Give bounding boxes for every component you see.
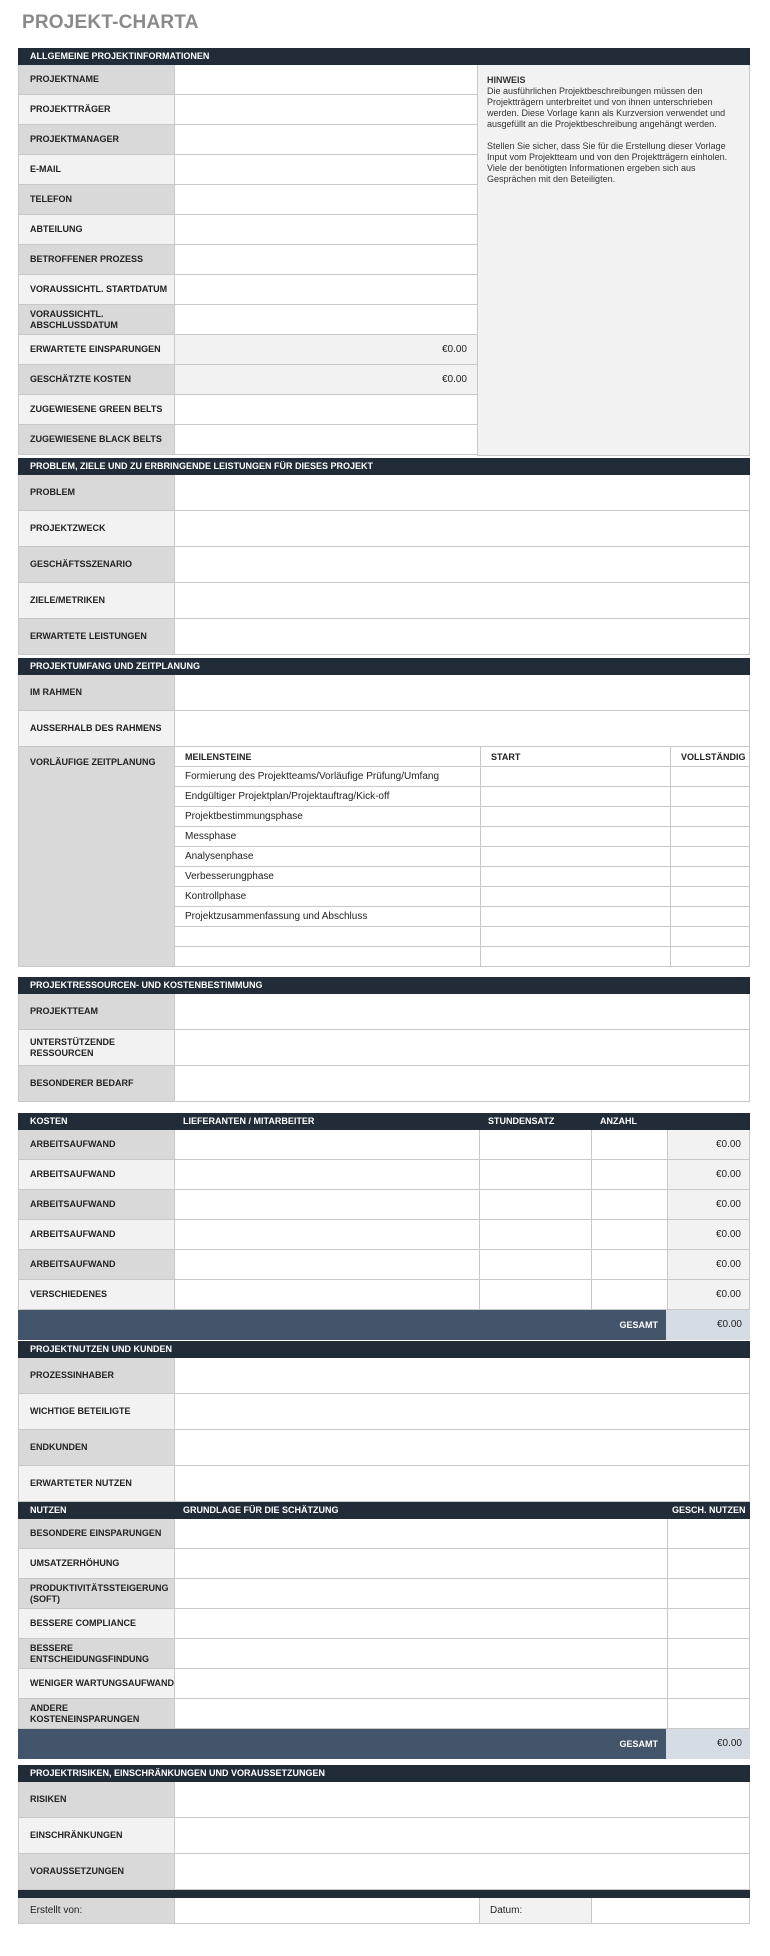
milestone-start[interactable] bbox=[480, 927, 670, 946]
form-row bbox=[19, 711, 749, 747]
form-row bbox=[19, 245, 477, 275]
field-input[interactable]: €0.00 bbox=[174, 335, 477, 364]
basis-cell[interactable] bbox=[174, 1699, 667, 1728]
est-cell[interactable] bbox=[667, 1639, 749, 1668]
est-cell[interactable] bbox=[667, 1699, 749, 1728]
section-costs bbox=[18, 1113, 750, 1340]
field-input[interactable] bbox=[174, 1394, 749, 1429]
field-input[interactable] bbox=[174, 475, 749, 510]
cost-row bbox=[19, 1250, 749, 1280]
note-text-1: Die ausführlichen Projektbeschreibungen müssen den Projektträgern unterbreitet und von ihnen unterschrieben werden. Diese Vorlage kann als Kurzversion verwendet und ausgefüllt an die Projektbeschreibung angehängt werden. bbox=[487, 86, 726, 129]
field-input[interactable] bbox=[174, 425, 477, 454]
milestone-name[interactable]: Projektzusammenfassung und Abschluss bbox=[185, 911, 368, 922]
field-input[interactable] bbox=[174, 275, 477, 304]
field-label: PROJEKTZWECK bbox=[19, 511, 174, 546]
milestone-row bbox=[175, 927, 749, 947]
col-costs: KOSTEN bbox=[30, 1116, 68, 1126]
milestone-row bbox=[175, 887, 749, 907]
milestone-header-row bbox=[175, 747, 749, 767]
col-suppliers: LIEFERANTEN / MITARBEITER bbox=[183, 1116, 315, 1126]
col-complete: VOLLSTÄNDIG bbox=[670, 747, 752, 767]
field-label: PROJEKTMANAGER bbox=[19, 125, 174, 154]
form-row bbox=[19, 1430, 749, 1466]
field-label: ZIELE/METRIKEN bbox=[19, 583, 174, 618]
cost-value: €0.00 bbox=[667, 1160, 749, 1189]
created-by-field[interactable] bbox=[174, 1898, 479, 1923]
field-input[interactable] bbox=[174, 395, 477, 424]
field-input[interactable] bbox=[174, 1466, 749, 1501]
form-row bbox=[19, 65, 477, 95]
section-header-general: ALLGEMEINE PROJEKTINFORMATIONEN bbox=[18, 48, 750, 65]
cost-value: €0.00 bbox=[667, 1190, 749, 1219]
form-row bbox=[19, 335, 477, 365]
form-row bbox=[19, 1030, 749, 1066]
note-title: HINWEIS bbox=[487, 75, 526, 85]
field-label: ZUGEWIESENE BLACK BELTS bbox=[19, 425, 174, 454]
date-field[interactable] bbox=[591, 1898, 749, 1923]
section-header-resources: PROJEKTRESSOURCEN- UND KOSTENBESTIMMUNG bbox=[18, 977, 750, 994]
milestone-complete[interactable] bbox=[670, 807, 752, 826]
section-benefits bbox=[18, 1341, 750, 1759]
form-row bbox=[19, 425, 477, 455]
milestone-row bbox=[175, 867, 749, 887]
milestone-row bbox=[175, 787, 749, 807]
est-cell[interactable] bbox=[667, 1609, 749, 1638]
costs-total-label: GESAMT bbox=[619, 1320, 658, 1330]
cost-value: €0.00 bbox=[667, 1220, 749, 1249]
benefit-label: BESSERE COMPLIANCE bbox=[19, 1609, 174, 1638]
form-row bbox=[19, 275, 477, 305]
milestone-name[interactable]: Endgültiger Projektplan/Projektauftrag/Kick-off bbox=[185, 791, 390, 802]
field-label: ABTEILUNG bbox=[19, 215, 174, 244]
milestone-complete[interactable] bbox=[670, 927, 752, 946]
field-label: PROJEKTNAME bbox=[19, 65, 174, 94]
field-label: RISIKEN bbox=[19, 1782, 174, 1817]
field-input[interactable] bbox=[174, 185, 477, 214]
form-row bbox=[19, 1854, 749, 1890]
milestone-row bbox=[175, 767, 749, 787]
section-header-risks: PROJEKTRISIKEN, EINSCHRÄNKUNGEN UND VORAUSSETZUNGEN bbox=[18, 1765, 750, 1782]
milestone-row bbox=[175, 847, 749, 867]
benefit-row bbox=[19, 1579, 749, 1609]
form-row bbox=[19, 185, 477, 215]
cost-label: ARBEITSAUFWAND bbox=[19, 1160, 174, 1189]
section-general-info bbox=[18, 48, 750, 455]
benefit-row bbox=[19, 1519, 749, 1549]
created-by-label: Erstellt von: bbox=[19, 1898, 174, 1923]
benefit-row bbox=[19, 1639, 749, 1669]
benefit-label: ANDERE KOSTENEINSPARUNGEN bbox=[19, 1699, 174, 1728]
supplier-cell[interactable] bbox=[174, 1280, 479, 1309]
field-input[interactable] bbox=[174, 994, 749, 1029]
milestone-start[interactable] bbox=[480, 947, 670, 967]
form-row bbox=[19, 1066, 749, 1102]
field-label: BETROFFENER PROZESS bbox=[19, 245, 174, 274]
milestone-start[interactable] bbox=[480, 847, 670, 866]
benefit-label: PRODUKTIVITÄTSSTEIGERUNG (SOFT) bbox=[19, 1579, 174, 1608]
supplier-cell[interactable] bbox=[174, 1190, 479, 1219]
section-header-benefits: PROJEKTNUTZEN UND KUNDEN bbox=[18, 1341, 750, 1358]
benefit-label: WENIGER WARTUNGSAUFWAND bbox=[19, 1669, 174, 1698]
rate-cell[interactable] bbox=[479, 1250, 591, 1279]
milestone-name[interactable] bbox=[175, 927, 480, 946]
milestone-start[interactable] bbox=[480, 767, 670, 786]
section-scope bbox=[18, 658, 750, 967]
rate-cell[interactable] bbox=[479, 1130, 591, 1159]
form-row bbox=[19, 1394, 749, 1430]
field-input[interactable] bbox=[174, 675, 749, 710]
cost-label: ARBEITSAUFWAND bbox=[19, 1220, 174, 1249]
milestone-complete[interactable] bbox=[670, 887, 752, 906]
cost-label: ARBEITSAUFWAND bbox=[19, 1250, 174, 1279]
est-cell[interactable] bbox=[667, 1669, 749, 1698]
field-input[interactable]: €0.00 bbox=[174, 365, 477, 394]
milestone-name[interactable]: Kontrollphase bbox=[185, 891, 247, 902]
benefit-row bbox=[19, 1609, 749, 1639]
section-problem bbox=[18, 458, 750, 655]
cost-label: ARBEITSAUFWAND bbox=[19, 1190, 174, 1219]
field-label: GESCHÄFTSSZENARIO bbox=[19, 547, 174, 582]
field-label: IM RAHMEN bbox=[19, 675, 174, 710]
milestone-table bbox=[174, 747, 749, 966]
supplier-cell[interactable] bbox=[174, 1130, 479, 1159]
qty-cell[interactable] bbox=[591, 1280, 667, 1309]
supplier-cell[interactable] bbox=[174, 1160, 479, 1189]
rate-cell[interactable] bbox=[479, 1160, 591, 1189]
col-milestones: MEILENSTEINE bbox=[185, 752, 252, 762]
field-label: AUSSERHALB DES RAHMENS bbox=[19, 711, 174, 746]
benefit-label: UMSATZERHÖHUNG bbox=[19, 1549, 174, 1578]
milestone-start[interactable] bbox=[480, 867, 670, 886]
milestone-complete[interactable] bbox=[670, 907, 752, 926]
milestone-name[interactable]: Analysenphase bbox=[185, 851, 254, 862]
form-row bbox=[19, 365, 477, 395]
form-row bbox=[19, 395, 477, 425]
field-label: ENDKUNDEN bbox=[19, 1430, 174, 1465]
field-label: WICHTIGE BETEILIGTE bbox=[19, 1394, 174, 1429]
field-input[interactable] bbox=[174, 1066, 749, 1101]
col-qty: ANZAHL bbox=[600, 1116, 637, 1126]
est-cell[interactable] bbox=[667, 1579, 749, 1608]
field-label: PROZESSINHABER bbox=[19, 1358, 174, 1393]
col-benefits: NUTZEN bbox=[30, 1505, 67, 1515]
field-input[interactable] bbox=[174, 711, 749, 746]
milestone-complete[interactable] bbox=[670, 947, 752, 967]
qty-cell[interactable] bbox=[591, 1160, 667, 1189]
field-label: ZUGEWIESENE GREEN BELTS bbox=[19, 395, 174, 424]
form-row bbox=[19, 215, 477, 245]
benefit-label: BESSERE ENTSCHEIDUNGSFINDUNG bbox=[19, 1639, 174, 1668]
benefit-label: BESONDERE EINSPARUNGEN bbox=[19, 1519, 174, 1548]
qty-cell[interactable] bbox=[591, 1220, 667, 1249]
milestone-start[interactable] bbox=[480, 907, 670, 926]
field-input[interactable] bbox=[174, 547, 749, 582]
note-box bbox=[477, 65, 750, 456]
note-text-2: Stellen Sie sicher, dass Sie für die Erstellung dieser Vorlage Input vom Projektteam und von den Projektträgern einholen. Viele der benötigten Informationen ergeben sich aus Gesprächen mit den Beteiligten. bbox=[487, 141, 728, 184]
form-row bbox=[19, 95, 477, 125]
field-label: ERWARTETE LEISTUNGEN bbox=[19, 619, 174, 654]
milestone-complete[interactable] bbox=[670, 867, 752, 886]
field-label: ERWARTETER NUTZEN bbox=[19, 1466, 174, 1501]
field-input[interactable] bbox=[174, 245, 477, 274]
field-label: PROBLEM bbox=[19, 475, 174, 510]
est-cell[interactable] bbox=[667, 1549, 749, 1578]
form-row bbox=[19, 547, 749, 583]
section-header-problem: PROBLEM, ZIELE UND ZU ERBRINGENDE LEISTUNGEN FÜR DIESES PROJEKT bbox=[18, 458, 750, 475]
milestone-complete[interactable] bbox=[670, 847, 752, 866]
field-input[interactable] bbox=[174, 1818, 749, 1853]
basis-cell[interactable] bbox=[174, 1639, 667, 1668]
milestone-row bbox=[175, 907, 749, 927]
cost-label: VERSCHIEDENES bbox=[19, 1280, 174, 1309]
benefits-total-label: GESAMT bbox=[619, 1739, 658, 1749]
cost-value: €0.00 bbox=[667, 1130, 749, 1159]
qty-cell[interactable] bbox=[591, 1250, 667, 1279]
timeline-label: VORLÄUFIGE ZEITPLANUNG bbox=[19, 747, 174, 966]
benefit-row bbox=[19, 1669, 749, 1699]
field-label: GESCHÄTZTE KOSTEN bbox=[19, 365, 174, 394]
field-label: PROJEKTTRÄGER bbox=[19, 95, 174, 124]
field-input[interactable] bbox=[174, 511, 749, 546]
section-risks bbox=[18, 1765, 750, 1924]
supplier-cell[interactable] bbox=[174, 1250, 479, 1279]
form-row bbox=[19, 305, 477, 335]
col-basis: GRUNDLAGE FÜR DIE SCHÄTZUNG bbox=[183, 1505, 339, 1515]
rate-cell[interactable] bbox=[479, 1280, 591, 1309]
milestone-row bbox=[175, 947, 749, 967]
form-row bbox=[19, 1466, 749, 1502]
milestone-row bbox=[175, 807, 749, 827]
form-row bbox=[19, 125, 477, 155]
field-input[interactable] bbox=[174, 1854, 749, 1889]
qty-cell[interactable] bbox=[591, 1190, 667, 1219]
timeline-block bbox=[18, 747, 750, 967]
field-input[interactable] bbox=[174, 305, 477, 334]
field-label: UNTERSTÜTZENDE RESSOURCEN bbox=[19, 1030, 174, 1065]
cost-value: €0.00 bbox=[667, 1250, 749, 1279]
milestone-name[interactable]: Formierung des Projektteams/Vorläufige Prüfung/Umfang bbox=[185, 771, 440, 782]
basis-cell[interactable] bbox=[174, 1549, 667, 1578]
footer-divider bbox=[18, 1890, 750, 1898]
milestone-start[interactable] bbox=[480, 887, 670, 906]
milestone-start[interactable] bbox=[480, 827, 670, 846]
supplier-cell[interactable] bbox=[174, 1220, 479, 1249]
qty-cell[interactable] bbox=[591, 1130, 667, 1159]
field-label: ERWARTETE EINSPARUNGEN bbox=[19, 335, 174, 364]
cost-value: €0.00 bbox=[667, 1280, 749, 1309]
milestone-name[interactable] bbox=[175, 947, 480, 967]
section-header-scope: PROJEKTUMFANG UND ZEITPLANUNG bbox=[18, 658, 750, 675]
field-input[interactable] bbox=[174, 125, 477, 154]
milestone-row bbox=[175, 827, 749, 847]
costs-header-row bbox=[18, 1113, 750, 1130]
field-label: E-MAIL bbox=[19, 155, 174, 184]
form-row bbox=[19, 583, 749, 619]
col-start: START bbox=[480, 747, 670, 767]
milestone-start[interactable] bbox=[480, 807, 670, 826]
milestone-start[interactable] bbox=[480, 787, 670, 806]
benefit-row bbox=[19, 1549, 749, 1579]
costs-total-row bbox=[18, 1310, 750, 1340]
field-input[interactable] bbox=[174, 1030, 749, 1065]
col-est: GESCH. NUTZEN bbox=[672, 1505, 746, 1515]
est-cell[interactable] bbox=[667, 1519, 749, 1548]
cost-row bbox=[19, 1280, 749, 1310]
field-input[interactable] bbox=[174, 1358, 749, 1393]
field-input[interactable] bbox=[174, 95, 477, 124]
milestone-complete[interactable] bbox=[670, 787, 752, 806]
cost-row bbox=[19, 1190, 749, 1220]
benefits-total-row bbox=[18, 1729, 750, 1759]
form-row bbox=[19, 675, 749, 711]
basis-cell[interactable] bbox=[174, 1669, 667, 1698]
form-row bbox=[19, 1358, 749, 1394]
field-label: VORAUSSICHTL. STARTDATUM bbox=[19, 275, 174, 304]
field-label: PROJEKTTEAM bbox=[19, 994, 174, 1029]
form-row bbox=[19, 1782, 749, 1818]
field-input[interactable] bbox=[174, 1782, 749, 1817]
milestone-complete[interactable] bbox=[670, 827, 752, 846]
milestone-complete[interactable] bbox=[670, 767, 752, 786]
form-row bbox=[19, 619, 749, 655]
col-rate: STUNDENSATZ bbox=[488, 1116, 555, 1126]
milestone-name[interactable]: Projektbestimmungsphase bbox=[185, 811, 303, 822]
benefits-total-value: €0.00 bbox=[666, 1729, 750, 1759]
cost-row bbox=[19, 1160, 749, 1190]
field-input[interactable] bbox=[174, 619, 749, 654]
field-label: VORAUSSICHTL. ABSCHLUSSDATUM bbox=[19, 305, 174, 334]
field-input[interactable] bbox=[174, 583, 749, 618]
milestone-name[interactable]: Messphase bbox=[185, 831, 237, 842]
field-input[interactable] bbox=[174, 65, 477, 94]
field-input[interactable] bbox=[174, 215, 477, 244]
rate-cell[interactable] bbox=[479, 1220, 591, 1249]
basis-cell[interactable] bbox=[174, 1519, 667, 1548]
form-row bbox=[19, 475, 749, 511]
page-title: PROJEKT-CHARTA bbox=[22, 12, 199, 33]
benefits-header-row bbox=[18, 1502, 750, 1519]
field-label: EINSCHRÄNKUNGEN bbox=[19, 1818, 174, 1853]
field-label: BESONDERER BEDARF bbox=[19, 1066, 174, 1101]
form-row bbox=[19, 155, 477, 185]
costs-total-value: €0.00 bbox=[666, 1310, 750, 1340]
field-input[interactable] bbox=[174, 155, 477, 184]
form-row bbox=[19, 994, 749, 1030]
benefit-row bbox=[19, 1699, 749, 1729]
field-label: TELEFON bbox=[19, 185, 174, 214]
cost-label: ARBEITSAUFWAND bbox=[19, 1130, 174, 1159]
cost-row bbox=[19, 1220, 749, 1250]
milestone-name[interactable]: Verbesserungphase bbox=[185, 871, 274, 882]
basis-cell[interactable] bbox=[174, 1579, 667, 1608]
form-row bbox=[19, 1818, 749, 1854]
form-row bbox=[19, 511, 749, 547]
section-resources bbox=[18, 977, 750, 1102]
cost-row bbox=[19, 1130, 749, 1160]
field-label: VORAUSSETZUNGEN bbox=[19, 1854, 174, 1889]
basis-cell[interactable] bbox=[174, 1609, 667, 1638]
date-label: Datum: bbox=[479, 1898, 591, 1923]
rate-cell[interactable] bbox=[479, 1190, 591, 1219]
footer-row bbox=[18, 1898, 750, 1924]
field-input[interactable] bbox=[174, 1430, 749, 1465]
